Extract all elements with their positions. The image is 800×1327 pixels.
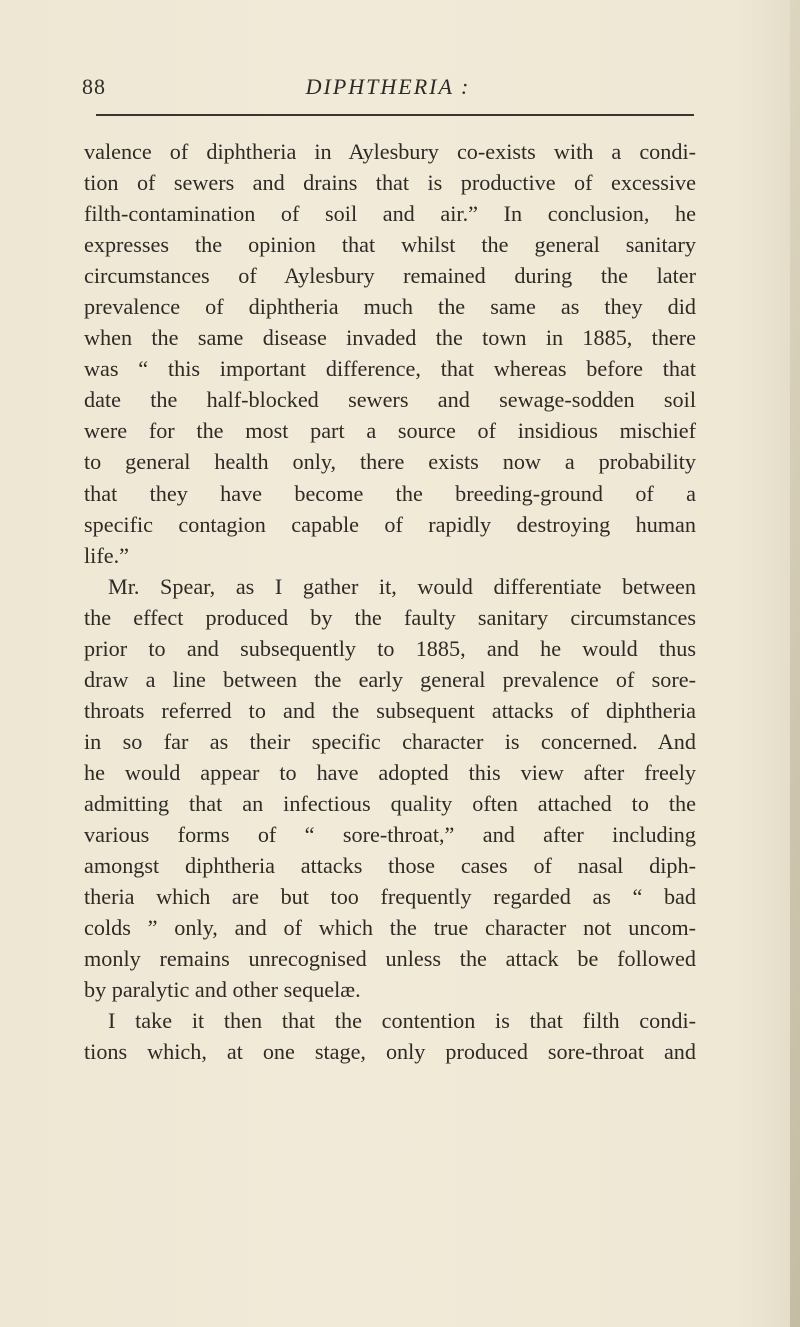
text-line: he would appear to have adopted this view after freely <box>84 759 696 785</box>
text-line: expresses the opinion that whilst the general sanitary <box>84 232 696 258</box>
text-line: to general health only, there exists now a probability <box>84 449 696 475</box>
text-line: was “ this important difference, that whereas before that <box>84 356 696 382</box>
text-line: in so far as their specific character is concerned. And <box>84 728 696 754</box>
text-line: the effect produced by the faulty sanitary circumstances <box>84 604 696 630</box>
text-line: when the same disease invaded the town in 1885, there <box>84 325 696 351</box>
running-head: DIPHTHERIA : <box>305 74 471 99</box>
text-line: amongst diphtheria attacks those cases of nasal diph- <box>84 853 696 879</box>
text-line: by paralytic and other sequelæ. <box>84 977 361 1003</box>
body-text <box>84 136 696 1067</box>
text-line: monly remains unrecognised unless the attack be followed <box>84 946 696 972</box>
page-edge-shadow <box>790 0 800 1327</box>
page-number: 88 <box>82 74 106 99</box>
text-line: draw a line between the early general prevalence of sore- <box>84 666 696 692</box>
text-line: tions which, at one stage, only produced sore-throat and <box>84 1039 696 1065</box>
text-line: life.” <box>84 542 129 568</box>
header-rule <box>96 114 694 116</box>
text-line: various forms of “ sore-throat,” and after including <box>84 822 696 848</box>
text-line: Mr. Spear, as I gather it, would differentiate between <box>108 573 696 599</box>
text-line: filth-contamination of soil and air.” In conclusion, he <box>84 201 696 227</box>
page-header <box>82 74 694 108</box>
text-line: that they have become the breeding-ground of a <box>84 480 696 506</box>
text-line: throats referred to and the subsequent attacks of diphtheria <box>84 697 696 723</box>
text-line: specific contagion capable of rapidly destroying human <box>84 511 696 537</box>
text-line: tion of sewers and drains that is productive of excessive <box>84 170 696 196</box>
text-line: I take it then that the contention is that filth condi- <box>108 1008 696 1034</box>
text-line: theria which are but too frequently regarded as “ bad <box>84 884 696 910</box>
text-line: circumstances of Aylesbury remained during the later <box>84 263 696 289</box>
text-line: colds ” only, and of which the true character not uncom- <box>84 915 696 941</box>
text-line: were for the most part a source of insidious mischief <box>84 418 696 444</box>
text-line: date the half-blocked sewers and sewage-sodden soil <box>84 387 696 413</box>
text-line: valence of diphtheria in Aylesbury co-exists with a condi- <box>84 139 696 164</box>
text-line: admitting that an infectious quality often attached to the <box>84 790 696 816</box>
text-line: prior to and subsequently to 1885, and he would thus <box>84 635 696 661</box>
text-line: prevalence of diphtheria much the same as they did <box>84 294 696 320</box>
